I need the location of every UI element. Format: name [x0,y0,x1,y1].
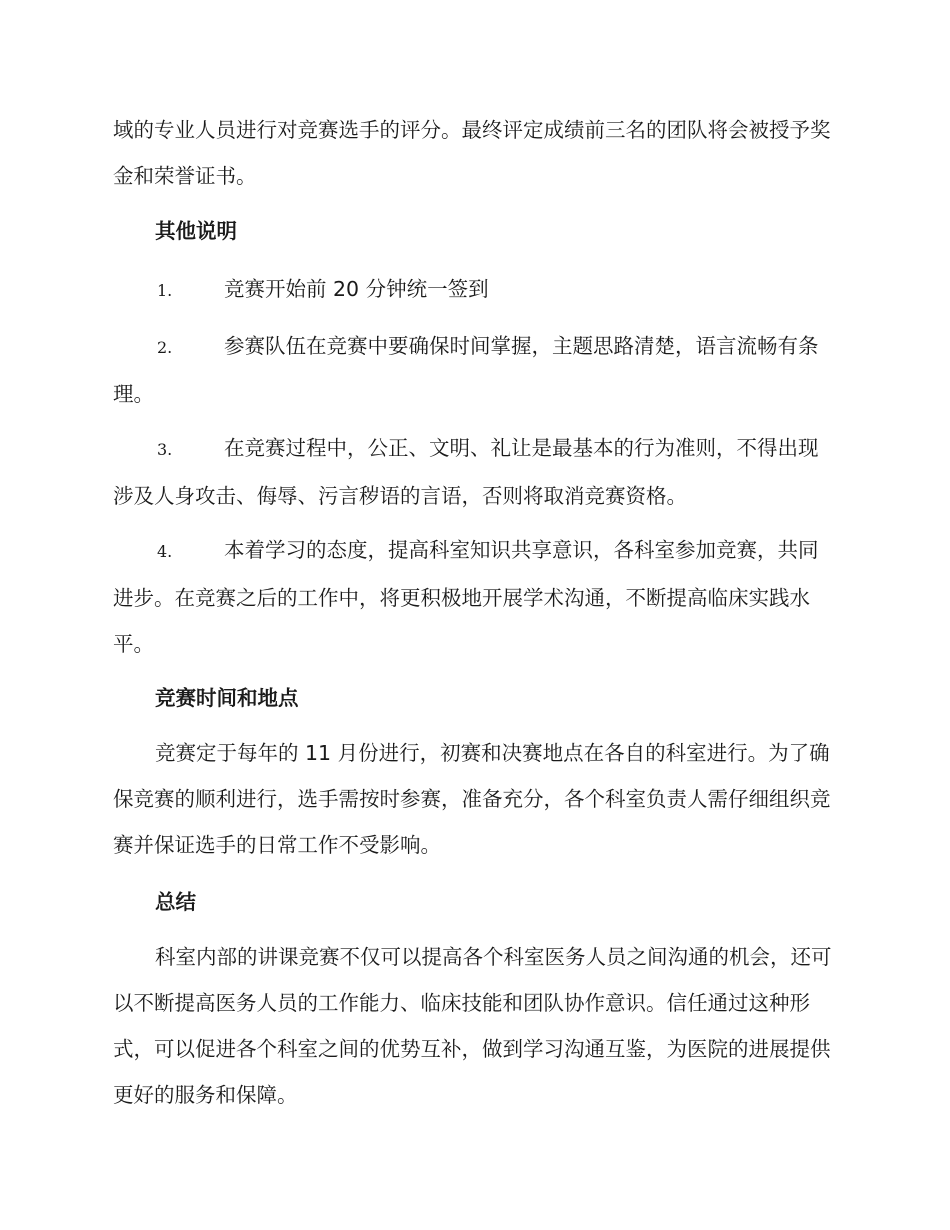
list-item [113,323,835,417]
intro-paragraph: 域的专业人员进行对竞赛选手的评分。最终评定成绩前三名的团队将会被授予奖金和荣誉证书。 [113,118,831,188]
list-item-number: 4. [157,542,173,561]
section-heading-other-notes: 其他说明 [155,219,237,243]
list-item-text: 本着学习的态度，提高科室知识共享意识，各科室参加竞赛，共同进步。在竞赛之后的工作中，将更积极地开展学术沟通，不断提高临床实践水平。 [113,538,819,656]
list-item-text: 在竞赛过程中，公正、文明、礼让是最基本的行为准则，不得出现涉及人身攻击、侮辱、污言秽语的言语，否则将取消竞赛资格。 [113,436,819,508]
section-heading-summary: 总结 [155,890,196,914]
list-item [113,425,835,519]
list-item-number: 3. [157,440,173,459]
list-item-text: 竞赛开始前 20 分钟统一签到 [224,277,489,301]
list-item [113,527,835,667]
section-heading-time-place: 竞赛时间和地点 [155,686,299,710]
time-place-paragraph: 竞赛定于每年的 11 月份进行，初赛和决赛地点在各自的科室进行。为了确保竞赛的顺利进行，选手需按时参赛，准备充分，各个科室负责人需仔细组织竞赛并保证选手的日常工作不受影响。 [113,741,831,857]
list-item [113,266,835,314]
summary-paragraph: 科室内部的讲课竞赛不仅可以提高各个科室医务人员之间沟通的机会，还可以不断提高医务人员的工作能力、临床技能和团队协作意识。信任通过这种形式，可以促进各个科室之间的优势互补，做到学习沟通互鉴，为医院的进展提供更好的服务和保障。 [113,945,832,1107]
list-item-text: 参赛队伍在竞赛中要确保时间掌握，主题思路清楚，语言流畅有条理。 [113,334,819,406]
list-item-number: 1. [157,281,173,300]
list-item-number: 2. [157,338,173,357]
